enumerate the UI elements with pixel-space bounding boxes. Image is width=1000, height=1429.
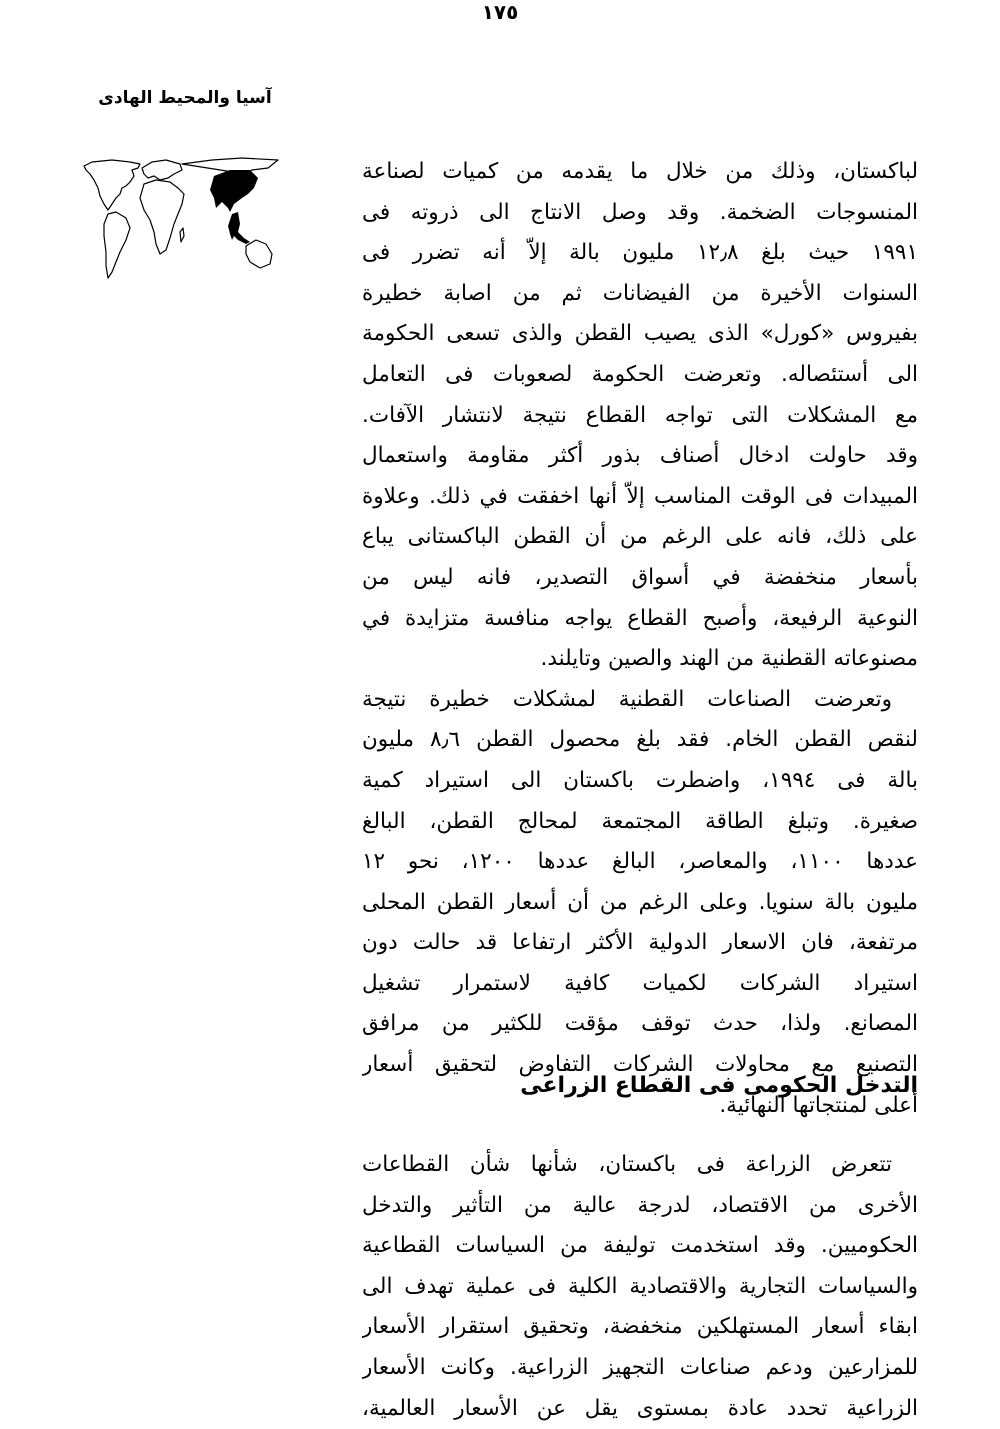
text-line: مع المشكلات التى تواجه القطاع نتيجة لانتشار الآفات.: [362, 402, 918, 428]
text-line: بأسعار منخفضة في أسواق التصدير، فانه ليس من: [362, 564, 918, 590]
text-line: للمزارعين ودعم صناعات التجهيز الزراعية. وكانت الأسعار: [362, 1354, 918, 1380]
text-line: وتعرضت الصناعات القطنية لمشكلات خطيرة نتيجة: [362, 686, 892, 712]
text-line: الى أستئصاله. وتعرضت الحكومة لصعوبات فى التعامل: [362, 361, 918, 387]
text-line: والسياسات التجارية والاقتصادية الكلية فى عملية تهدف الى: [362, 1273, 918, 1299]
north-america-shape: [84, 160, 140, 210]
paragraph-3: [362, 1145, 918, 1429]
text-line: عددها ١١٠٠، والمعاصر، البالغ عددها ١٢٠٠، نحو ١٢: [362, 849, 918, 875]
running-header: آسيا والمحيط الهادى: [98, 88, 272, 108]
asia-pacific-highlight: [210, 170, 258, 212]
paragraph-1: [362, 152, 918, 1126]
europe-shape: [142, 160, 182, 180]
text-line: تتعرض الزراعة فى باكستان، شأنها شأن القطاعات: [362, 1152, 892, 1177]
text-line: السنوات الأخيرة من الفيضانات ثم من اصابة خطيرة: [362, 280, 918, 306]
text-line: بفيروس «كورل» الذى يصيب القطن والذى تسعى الحكومة: [362, 321, 918, 347]
text-line: لباكستان، وذلك من خلال ما يقدمه من كميات لصناعة: [362, 159, 918, 184]
text-line: الأخرى من الاقتصاد، لدرجة عالية من التأثير والتدخل: [362, 1192, 918, 1218]
text-line: الزراعية تحدد عادة بمستوى يقل عن الأسعار العالمية،: [362, 1395, 918, 1421]
text-line: ابقاء أسعار المستهلكين منخفضة، وتحقيق استقرار الأسعار: [362, 1314, 918, 1340]
text-line: مرتفعة، فان الاسعار الدولية الأكثر ارتفاعا قد حالت دون: [362, 930, 918, 956]
text-line: النوعية الرفيعة، وأصبح القطاع يواجه منافسة متزايدة في: [362, 605, 918, 631]
section-heading: التدخل الحكومى فى القطاع الزراعى: [520, 1073, 918, 1098]
text-line: مصنوعاته القطنية من الهند والصين وتايلند.: [540, 646, 918, 672]
text-line: على ذلك، فانه على الرغم من أن القطن الباكستانى يباع: [362, 524, 918, 550]
australia-shape: [246, 240, 272, 268]
text-line: المبيدات فى الوقت المناسب إلاّ أنها اخفقت في ذلك. وعلاوة: [362, 483, 918, 509]
text-line: وقد حاولت ادخال أصناف بذور أكثر مقاومة واستعمال: [362, 443, 918, 469]
text-line: لنقص القطن الخام. فقد بلغ محصول القطن ٨٫٦ مليون: [362, 727, 918, 753]
text-line: المصانع. ولذا، حدث توقف مؤقت للكثير من مرافق: [362, 1011, 918, 1037]
text-line: صغيرة. وتبلغ الطاقة المجتمعة لمحالج القطن، البالغ: [362, 808, 918, 834]
page-number: ١٧٥: [481, 0, 519, 24]
text-line: بالة فى ١٩٩٤، واضطرت باكستان الى استيراد كمية: [362, 767, 918, 793]
southeast-asia-highlight: [228, 212, 250, 244]
text-line: ١٩٩١ حيث بلغ ١٢٫٨ مليون بالة إلاّ أنه تضرر فى: [362, 240, 918, 266]
text-line: الحكوميين. وقد استخدمت توليفة من السياسات القطاعية: [362, 1233, 918, 1259]
south-america-shape: [104, 212, 130, 278]
text-line: أعلى لمنتجاتها النهائية.: [719, 1092, 918, 1118]
text-line: مليون بالة سنويا. وعلى الرغم من أن أسعار القطن المحلى: [362, 889, 918, 915]
world-map-icon: [82, 154, 282, 292]
madagascar-shape: [180, 228, 184, 242]
africa-shape: [140, 180, 184, 254]
text-line: التصنيع مع محاولات الشركات التفاوض لتحقيق أسعار: [362, 1052, 918, 1078]
text-line: استيراد الشركات لكميات كافية لاستمرار تشغيل: [362, 970, 918, 996]
text-line: المنسوجات الضخمة. وقد وصل الانتاج الى ذروته فى: [362, 199, 918, 225]
